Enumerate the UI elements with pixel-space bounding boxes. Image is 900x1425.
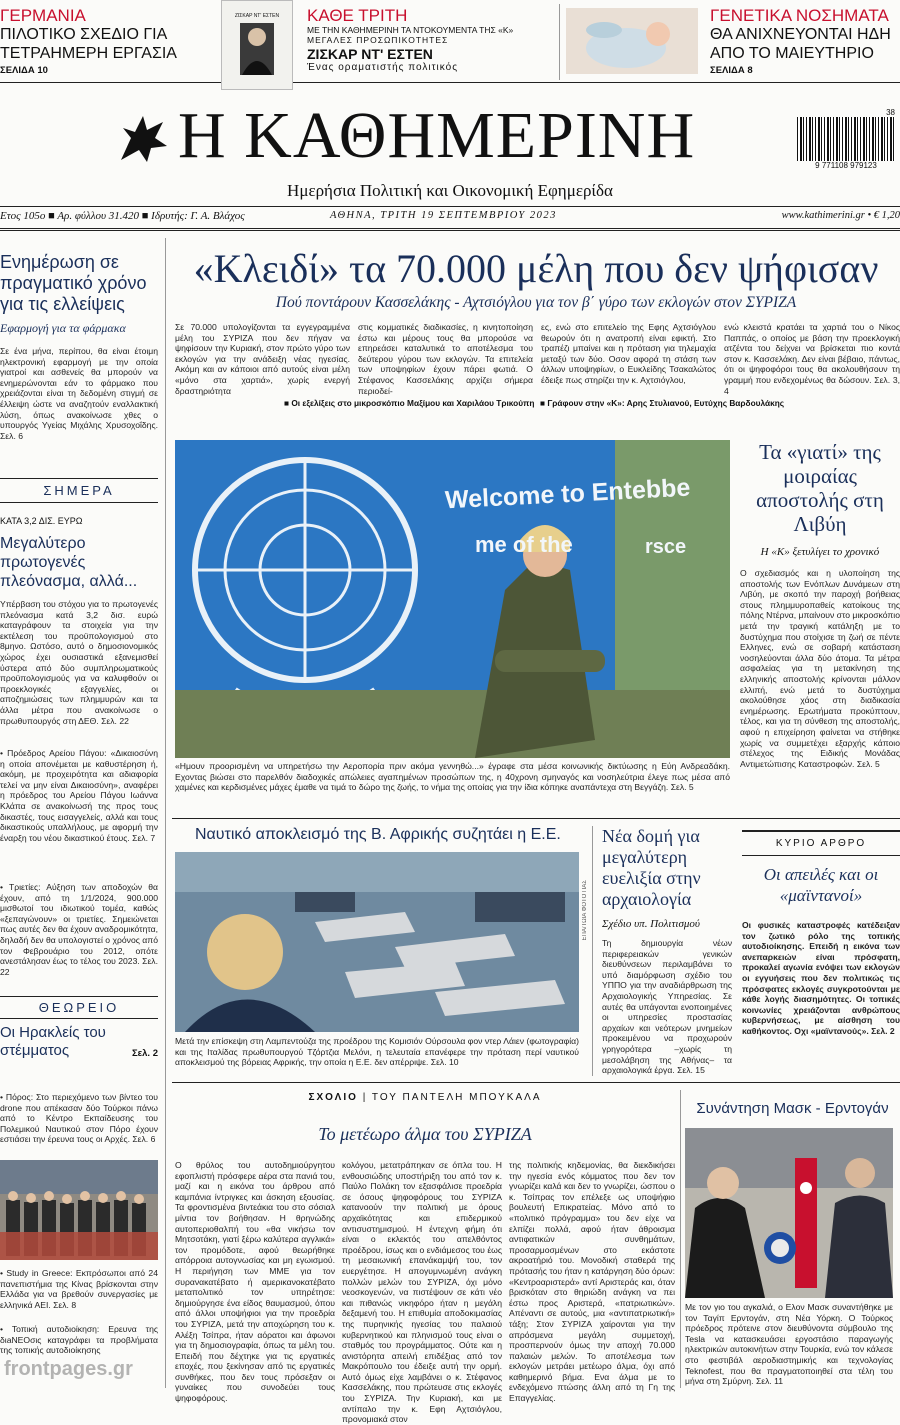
masthead-subtitle: Ημερήσια Πολιτική και Οικονομική Εφημερίδα [287, 181, 613, 200]
pharma-sub: Εφαρμογή για τα φάρμακα [0, 321, 126, 335]
teaser-genetics-sub: ΘΑ ΑΝΙΧΝΕΥΟΝΤΑΙ ΗΔΗ ΑΠΟ ΤΟ ΜΑΙΕΥΤΗΡΙΟ [710, 26, 891, 62]
teaser-germany[interactable] [0, 6, 200, 76]
libya-body: Ο σχεδιασμός και η υλοποίηση της αποστολής των Ενόπλων Δυνάμεων στη Λιβύη, με σκοπό την παροχή βοήθειας στους πλημμυροπαθείς κατοίκους της πόλης Ντέρνα, μπαίνουν στο μικροσκόπιο μετά την τραγική κατάληξη με το δυστύχημα που στοίχισε τη ζωή σε πέντε Ελληνες, ενώ σε σοβαρή κατάσταση νοσηλεύονται άλλα δύο άτομα. Τα μέτρα ασφαλείας για τη μετακίνηση της ελληνικής αποστολής κρίνονται μάλλον ελλιπή, ενώ μετά το δυστύχημα ακολούθησε χάος στη διαδικασία ενημέρωσης. Ερωτήματα προκύπτουν, τέλος, και για τη σύνθεση της αποστολής, αφού η επιχείρηση φαίνεται να στήθηκε χωρίς να συμμετέχει εξαρχής κάποιο στέλεχος της Ειδικής Μονάδας Αντιμετώπισης Καταστροφών. Σελ. 5 [740, 568, 900, 769]
today-label: ΣΗΜΕΡΑ [43, 483, 115, 498]
baby-photo-image [566, 8, 698, 74]
barcode-number: 9 771108 979123 [815, 161, 877, 170]
brief-areios-pagos[interactable]: • Πρόεδρος Αρείου Πάγου: «Δικαιοσύνη η οποία απονέμεται με καθυστέρηση ή, ακόμη, με προχειρότητα και αδιαφορία τελεί να μην είναι Δικαιοσύνη», αναφέρει η πρόεδρος του Αρείου Πάγου Ιωάννα Κλάπα σε ανακοίνωσή της προς τους δικαστές, τους εισαγγελείς, αλλά και τους δικαστικούς υπαλλήλους, με αφορμή την έναρξη του νέου δικαστικού έτους. Σελ. 7 [0, 748, 158, 843]
lead-related-1[interactable]: ■ Οι εξελίξεις στο μικροσκόπιο Μαξίμου και Χαριλάου Τρικούπη [284, 398, 535, 408]
musk-erdogan-photo[interactable] [685, 1128, 893, 1298]
group-photo-image [0, 1160, 158, 1260]
musk-erdogan-image [685, 1128, 893, 1298]
lead-col-3: ες, ενώ στο επιτελείο της Εφης Αχτσιόγλου θεωρούν ότι η ανατροπή είναι εφικτή. Στο τραπέζι μπαίνει και η πρόταση για τηλεμαχία μεταξύ των δύο. Οσον αφορά τη στάση των άλλων υποψηφίων, ο Ευκλείδης Τσακαλώτος έδειξε πως στηρίζει την κ. Αχτσιόγλου, [541, 322, 716, 385]
sign-line-3: rsce [645, 536, 687, 558]
masthead-title: Η ΚΑΘΗΜΕΡΙΝΗ [178, 99, 696, 172]
commentary-kicker: ΣΧΟΛΙΟ [308, 1092, 358, 1103]
lampedusa-photo-credit: ΕΠΑ/ΤΩΙΑ ΦΟΤΟ ΠΑΣ [582, 880, 588, 941]
editorial-label: ΚΥΡΙΟ ΑΡΘΡΟ [775, 838, 867, 849]
editorial-body: Οι φυσικές καταστροφές κατέδειξαν τον ζωτικό ρόλο της τοπικής αυτοδιοίκησης. Επειδή η εικόνα των ανεπαρκειών είναι πρόσφατη, προκαλεί αγωνία ενόψει των εκλογών οι εγγυήσεις που δεν πολιτικώς τις πρόσφατες εκλογές συγκροτούνται με κάθε λογής διασημότητες. Οι τοπικές κοινωνίες χρειάζονται ανθρώπους κυβερνήσεως, με αίσθηση του καθήκοντος. Οχι «μαϊντανούς». Σελ. 2 [742, 920, 900, 1036]
teaser-documents-line1: ΜΕ ΤΗΝ ΚΑΘΗΜΕΡΙΝΗ ΤΑ ΝΤΟΚΟΥΜΕΝΤΑ ΤΗΣ «Κ» [307, 25, 514, 35]
teaser-documents-title: ΚΑΘΕ ΤΡΙΤΗ [307, 6, 408, 25]
left-column [0, 252, 158, 441]
lampedusa-photo-image [175, 852, 579, 1032]
surplus-kicker: ΚΑΤΑ 3,2 ΔΙΣ. ΕΥΡΩ [0, 516, 83, 526]
libya-story[interactable] [740, 440, 900, 769]
surplus-headline: Μεγαλύτερο πρωτογενές πλεόνασμα, αλλά... [0, 535, 138, 590]
teaser-documents-line2: ΜΕΓΑΛΕΣ ΠΡΟΣΩΠΙΚΟΤΗΤΕΣ [307, 35, 449, 45]
portrait-image [222, 19, 292, 79]
theory-story[interactable] [0, 1024, 158, 1059]
teaser-genetics[interactable] [710, 6, 900, 76]
pharma-body: Σε ένα μήνα, περίπου, θα είναι έτοιμη ηλεκτρονική εφαρμογή με την οποία γιατροί και ασθενείς θα μπορούν να ενημερώνονται εάν το φάρμακο που χρειάζονται είναι τη δεδομένη στιγμή σε έλλειψη ώστε να αναζητούν εναλλακτική λύση, όπως ανακοίνωσε χθες ο υπουργός Υγείας Μιχάλης Χρυσοχοΐδης. Σελ. 6 [0, 346, 158, 441]
website-price[interactable]: www.kathimerini.gr • € 1,20 [781, 210, 900, 221]
commentary-separator: | [362, 1092, 368, 1103]
editorial-headline: Οι απειλές και οι «μαϊντανοί» [763, 865, 879, 905]
culture-story[interactable] [602, 826, 732, 1076]
book-thumbnail[interactable] [221, 0, 293, 90]
culture-body: Τη δημιουργία νέων περιφερειακών γενικών διευθύνσεων περιλαμβάνει το υπό διαμόρφωση σχέδιο του ΥΠΠΟ για την αναδιάρθρωση της Αρχαιολογικής Υπηρεσίας. Σε αυτές θα υπάγονται ενοποιημένες οι υπηρεσίες προστασίας αρχαίων και νεότερων μνημείων προκειμένου να προχωρούν γρηγορότερα –χωρίς τη μεσολάβηση της Αθήνας– τα αρχαιολογικά έργα. Σελ. 15 [602, 938, 732, 1076]
teaser-documents-desc: Ένας οραματιστής πολιτικός [307, 62, 459, 73]
sign-line-2: me of the [475, 532, 573, 557]
book-label: ΖΙΣΚΑΡ ΝΤ' ΕΣΤΕΝ [234, 13, 280, 19]
musk-headline[interactable]: Συνάντηση Μασκ - Ερντογάν [696, 1100, 889, 1117]
lead-col-4: ενώ κλειστά κρατάει τα χαρτιά του ο Νίκος Παππάς, ο οποίος με βάση την προεκλογική ατζέντα του δείχνει να βρίσκεται πιο κοντά στον κ. Κασσελάκη. Δεν είναι βέβαιο, πάντως, ότι οι ψηφοφόροι τους θα ακολουθήσουν τη γραμμή που ενδεχομένως θα δώσουν. Σελ. 3, 4 [724, 322, 900, 396]
libya-headline: Τα «γιατί» της μοιραίας αποστολής στη Λιβύη [756, 440, 884, 536]
china-delegation-photo[interactable] [0, 1160, 158, 1260]
teaser-genetics-page: ΣΕΛΙΔΑ 8 [710, 65, 753, 76]
brief-local-government[interactable]: • Τοπική αυτοδιοίκηση: Ερευνα της διaNEOσις καταγράφει τα προβλήματα της τοπικής αυτοδιοίκησης [0, 1324, 158, 1356]
lampedusa-photo[interactable] [175, 852, 579, 1032]
lead-related-2[interactable]: ■ Γράφουν στην «Κ»: Αρης Στυλιανού, Ευτύχης Βαρδουλάκης [540, 398, 785, 408]
teaser-germany-title: ΓΕΡΜΑΝΙΑ [0, 6, 86, 25]
issue-date: ΑΘΗΝΑ, ΤΡΙΤΗ 19 ΣΕΠΤΕΜΒΡΙΟΥ 2023 [330, 210, 557, 221]
theory-headline: Οι Ηρακλείς του στέμματος [0, 1024, 106, 1059]
teaser-documents[interactable] [307, 6, 557, 73]
commentary-col-1: Ο θρύλος του αυτοδημιούργητου εφοπλιστή πρόσφερε αέρα στα πανιά του, μαζί και η εικόνα του άρθρου από καμπάνια ίντριγκες και άσκηση εξουσίας. Τα φροντισμένα βιντεάκια του στο σόσιαλ μίντια τον βοήθησαν. Η θρηνώδης αυτοπεριοθαλπή του «θα νικήσω τον Μητσοτάκη, γιατί ξέρω καλύτερα αγγλικά» τον προμόδοτε, αφού θεωρήθηκε απόρροια αυτογνωσίας και μη εγωισμού. Η περιήγηση των ΜΜΕ για τον συρανακατέβατο ή αμερικανοκατέβατο μεταπολιτικό τον υπηρέτησε: δημιούργησε ένα είδος θαυμασμού, όπου από άλλοι υποψήφιοι για την προεδρία του ΣΥΡΙΖΑ, μετά την αποχώρηση του κ. Αλέξη Τσίπρα, ήταν αόρατοι και άφωνοι για τη δημοσιογραφία, όπως τα μέλη του. Επειδή που δέχτηκε για τις εργατικές εποχές, που ξεκίνησαν από τις εργατικές συνθήκες, που δεν τους πρόσεξαν οι γυναίκες που συνοδεύει τους ψηφοφόρους. [175, 1160, 335, 1404]
main-photo-caption: «Ημουν προορισμένη να υπηρετήσω την Αεροπορία πριν ακόμα γεννηθώ...» έγραφε στα μέσα κοινωνικής δικτύωσης η Εύη Ανδρεαδάκη. Εχοντας βιώσει στο παρελθόν διαδοχικές απώλειες αγαπημένων προσώπων της, η 40χρονη σμηναγός και νοσηλεύτρια έλεγε πως μέσα από χαμένες και κερδισμένες μάχες έμαθε να τιμά το δώρο της ζωής, το νήμα της οποίας για την ίδια κόπηκε αναπάντεχα στη Βεγγάζη. Σελ. 5 [175, 761, 730, 793]
commentary-col-3: της πολιτικής κηδεμονίας, θα διεκδικήσει την ηγεσία ενός κόμματος που δεν τον γνωρίζει καλά και δεν το γνωρίζει, ώσπου ο κ. Τσίπρας τον επέλεξε ως υποψήφιο βουλευτή Επικρατείας. Μόνο από το «πολιτικό πρόγραμμα» του δεν είχε να ελπίζει πολλά, αφού ήταν άθροισμα αντιφατικών συνθημάτων, προσαρμοσμένων στο εκάστοτε ακροατήριό του. Μονοδική σταθερά της πρότασής του ήταν η κατάργηση δύο όρων: «Κεντροαριστερά» αντί Αριστεράς και, όταν βρισκόταν στο θηριώδη ανάγκη να πει έστω προς Αριστερά, «πατριωτικών». Απέναντι σε αυτούς, μια «αντιπατριωτική» τάξη; Στον ΣΥΡΙΖΑ χαίρονται για την απρόσμενα μεγάλη συμμετοχή, προσπερνούν όμως την αποχή 70.000 παλαιών μελών. Το αποτέλεσμα των εκλογών μετράει μετέωρο άλμα, όχι από καθημερινό βήμα. Ενα άλμα με το ενδεχόμενο πτώσης άλλη από τη Γη της Επαγγελίας. [509, 1160, 675, 1404]
theory-page: Σελ. 2 [131, 1048, 158, 1059]
commentary-label [290, 1092, 560, 1103]
culture-headline: Νέα δομή για μεγαλύτερη ευελιξία στην αρχαιολογία [602, 826, 701, 909]
naval-caption: Μετά την επίσκεψη στη Λαμπεντούζα της προέδρου της Κομισιόν Ούρσουλα φον ντερ Λάιεν (φωτογραφία) και της Ιταλίδας πρωθυπουργού Τζόρτζια Μελόνι, η τελευταία επανέφερε την πρόταση περί ναυτικού αποκλεισμού της βόρειας Αφρικής, την οποία η Ε.Ε. δεν απέρριψε. Σελ. 10 [175, 1036, 579, 1068]
surplus-body: Υπέρβαση του στόχου για το πρωτογενές πλεόνασμα κατά 3,2 δισ. ευρώ καταγράφουν τα στοιχεία για την εκτέλεση του προϋπολογισμού στο 8μηνο. Ωστόσο, αυτό ο δημοσιονομικός χώρος έχει ουσιαστικά εξανεμισθεί ύστερα από δύο συμπληρωματικούς προϋπολογισμούς για να καλυφθούν οι προεκλογικές εξαγγελίες, οι αποζημιώσεις των πλημμυρών και τα άλλα μέτρα που ανακοίνωσε ο πρωθυπουργός στη ΔΕΘ. Σελ. 22 [0, 599, 158, 726]
baby-photo[interactable] [566, 8, 698, 74]
culture-sub: Σχέδιο υπ. Πολιτισμού [602, 918, 700, 930]
barcode [797, 108, 895, 174]
griffin-logo-icon [113, 108, 173, 168]
surplus-story[interactable] [0, 516, 158, 726]
sign-welcome: Welcome to Entebbe [444, 473, 691, 515]
pharma-headline[interactable]: Ενημέρωση σε πραγματικό χρόνο για τις ελλείψεις [0, 252, 147, 314]
lead-col-1: Σε 70.000 υπολογίζονται τα εγγεγραμμένα μέλη του ΣΥΡΙΖΑ που δεν πήγαν να ψηφίσουν την Κυριακή, στον πρώτο γύρο των εκλογών για την ανάδειξη νέας ηγεσίας. Ακόμη και αν κάποιοι από αυτούς είναι μέλη «μόνο στα χαρτιά», χωρίς ενεργή δραστηριότητα [175, 322, 350, 396]
main-photo[interactable] [175, 440, 730, 758]
teaser-documents-name: ΖΙΣΚΑΡ ΝΤ' ΕΣΤΕΝ [307, 46, 433, 62]
editorial-box[interactable] [742, 830, 900, 1037]
theory-label: ΘΕΩΡΕΙΟ [38, 1000, 120, 1015]
lead-col-2: στις κομματικές διαδικασίες, η κινητοποίηση έστω και μέρους τους θα μπορούσε να επηρεάσει καταλυτικά το αποτέλεσμα του δεύτερου γύρου των εκλογών. Τα επιτελεία των υποψηφίων έχουν πάρει φωτιά. Ο Στέφανος Κασσελάκης αρχίζει σήμερα περιοδεί- [358, 322, 533, 396]
commentary-col-2: κολόγου, μετατράπηκαν σε όπλα του. Η ενθουσιώδης υποστήριξη του από τον κ. Παύλο Πολάκη τον εξασφάλισε προεδρία σε όσους ψηφοφόρους του ΣΥΡΙΖΑ κατανοούν την πολιτική με όρους αρχαϊκότητας και επιδερμικού αντισυστημισμού. Η έντεχνη φήμη ότι είναι ο εκλεκτός του απελθόντος προέδρου, ίσως και ο ενδιάμεσος του έως τη μεσαιωνική επανάκαμψή του, τον ευεργέτησε. Η απογυμνωμένη ανάγκη πολλών μελών του ΣΥΡΙΖΑ, όχι μόνο νεοσκογενών, να πιστέψουν σε κάτι νέο και πιθανώς νικηφόρο ήταν η μεγάλη δεξαμενή του. Η επιθυμία αποδοκιμασίας της πυρηνικής ηγεσίας του παλαιού κυβερνητικού και πληνισμού τους είναι ο σταθμός του προγράμματος. Ούτε και η ανιστόρητα απειλή επιδέξιας από τον Μακρόπουλο του έδειξε αυτή την ορμή. Αυτό όμως είχε λαμβάνει ο κ. Στέφανος Κασσελάκης, που πρώτευσε στις εκλογές του ΣΥΡΙΖΑ. Την Κυριακή, και με αντίπαλο την κ. Εφη Αχτσιόγλου, προνομιακά στον [342, 1160, 502, 1425]
lead-headline[interactable]: «Κλειδί» τα 70.000 μέλη που δεν ψήφισαν [193, 246, 879, 291]
teaser-germany-page: ΣΕΛΙΔΑ 10 [0, 65, 48, 76]
issue-info: Ετος 105ο ■ Αρ. φύλλου 31.420 ■ Ιδρυτής: Γ. Α. Βλάχος [0, 210, 245, 222]
watermark: frontpages.gr [4, 1358, 133, 1380]
naval-headline[interactable]: Ναυτικό αποκλεισμό της Β. Αφρικής συζητάει η Ε.Ε. [195, 826, 561, 843]
barcode-top: 38 [886, 108, 895, 117]
libya-sub: Η «Κ» ξετυλίγει το χρονικό [760, 546, 880, 558]
brief-study-in-greece[interactable]: • Study in Greece: Εκπρόσωποι από 24 πανεπιστήμια της Κίνας βρίσκονται στην Ελλάδα για να βρεθούν συνεργασίες με ελληνικά ΑΕΙ. Σελ. 8 [0, 1268, 158, 1310]
teaser-germany-sub: ΠΙΛΟΤΙΚΟ ΣΧΕΔΙΟ ΓΙΑ ΤΕΤΡΑΗΜΕΡΗ ΕΡΓΑΣΙΑ [0, 26, 177, 62]
commentary-author: ΤΟΥ ΠΑΝΤΕΛΗ ΜΠΟΥΚΑΛΑ [371, 1092, 542, 1103]
teaser-genetics-title: ΓΕΝΕΤΙΚΑ ΝΟΣΗΜΑΤΑ [710, 6, 889, 25]
musk-caption: Με τον γιο του αγκαλιά, ο Ελον Μασκ συναντήθηκε με τον Ταγίπ Ερντογάν, στη Νέα Υόρκη. Ο Τούρκος πρόεδρος πρότεινε στον διευθύνοντα σύμβουλο της Tesla να κατασκευάσει εργοστάσιο παραγωγής ηλεκτρικών αυτοκινήτων στην Τουρκία, ενώ τον κάλεσε στο φεστιβάλ αεροδιαστημικής και τεχνολογίας Teknofest, που θα πραγματοποιηθεί στα τέλη του μήνα στη Σμύρνη. Σελ. 11 [685, 1302, 893, 1387]
lead-deck: Πού ποντάρουν Κασσελάκης - Αχτσιόγλου για τον β΄ γύρο των εκλογών στον ΣΥΡΙΖΑ [275, 294, 797, 311]
brief-poros[interactable]: • Πόρος: Στο περιεχόμενο των βίντεο του drone που απέκασαν δύο Τούρκοι πάνω από το Κέντρο Εκπαίδευσης του Πολεμικού Ναυτικού στον Πόρο έχουν εστιάσει την έρευνα τους οι Αρχές. Σελ. 6 [0, 1092, 158, 1145]
commentary-headline[interactable]: Το μετέωρο άλμα του ΣΥΡΙΖΑ [318, 1124, 532, 1144]
brief-trieties[interactable]: • Τριετίες: Αύξηση των αποδοχών θα έχουν, από τη 1/1/2024, 900.000 μισθωτοί του ιδιωτικού τομέα, καθώς «ξεπαγώνουν» οι τριετίες. Σημειώνεται πως αυτές δεν θα έχουν αναδρομικότητα, δηλαδή δεν θα υπολογιστεί ο χρόνος από τον Φεβρουάριο του 2012, οπότε ανεστάλησαν έως το τέλος του 2023. Σελ. 22 [0, 882, 158, 977]
